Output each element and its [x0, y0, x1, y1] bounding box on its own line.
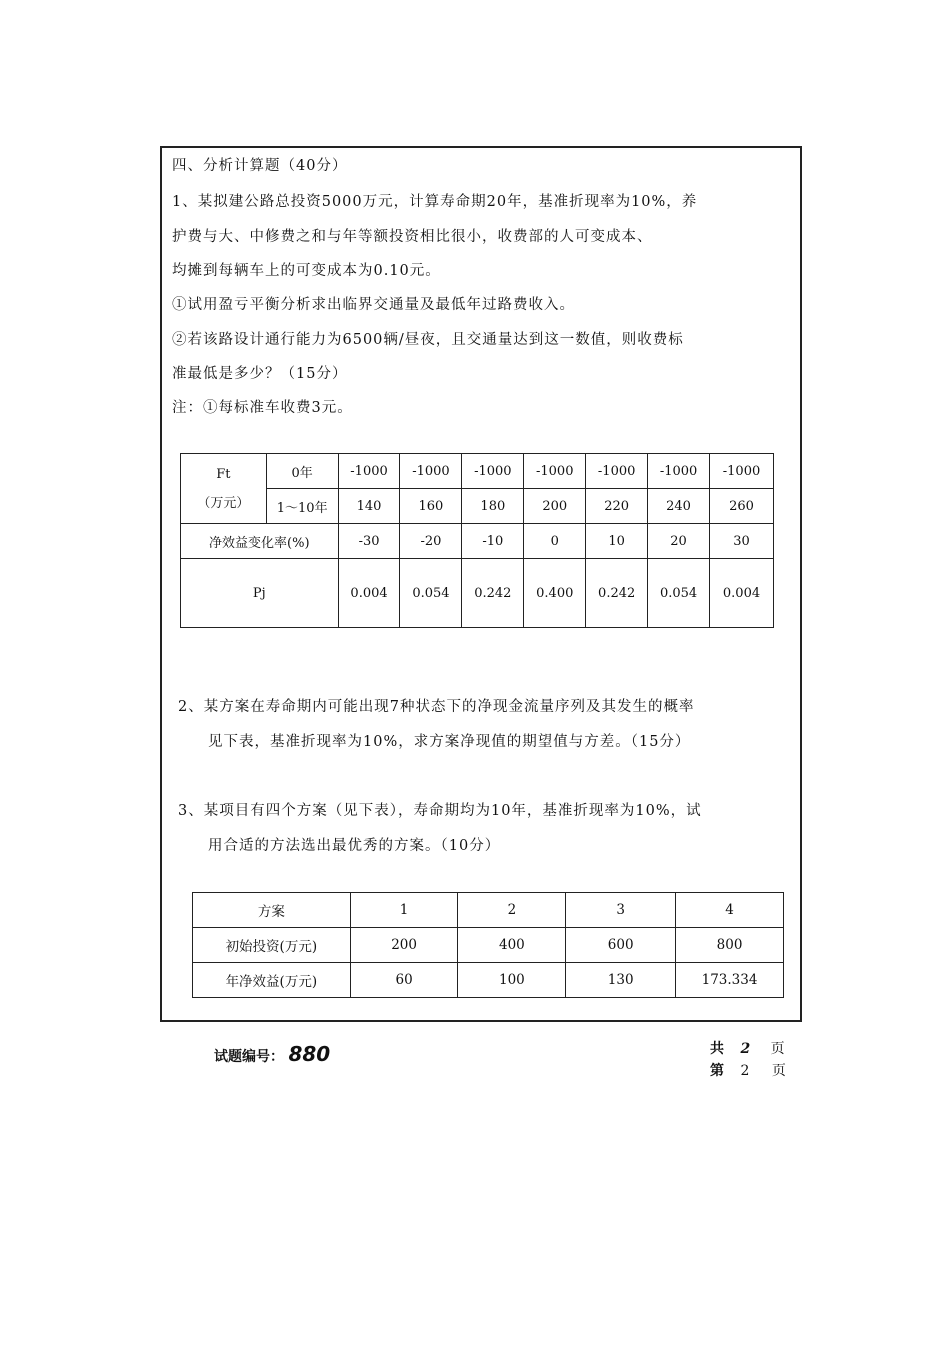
table-cell: 140: [338, 489, 400, 524]
table-cell: -1000: [338, 454, 400, 489]
table-row: [193, 893, 784, 928]
table-cell: 160: [400, 489, 462, 524]
exam-code-label: 试题编号：: [214, 1049, 284, 1065]
table-cell: 20: [648, 524, 710, 559]
page-total-unit: 页: [770, 1041, 785, 1057]
table-cell: 1: [350, 893, 458, 928]
table-cell: 600: [566, 928, 676, 963]
row0-label: 0年: [266, 454, 338, 489]
table-row: [193, 963, 784, 998]
table-cell: -10: [462, 524, 524, 559]
table-cell: 200: [350, 928, 458, 963]
page-total-value: 2: [740, 1041, 751, 1057]
table-row: [181, 559, 774, 628]
page-number-unit: 页: [771, 1063, 786, 1079]
rate-label: 净效益变化率(%): [181, 524, 339, 559]
table-row: [193, 928, 784, 963]
q3-line-2: 用合适的方法选出最优秀的方案。（10分）: [208, 838, 501, 854]
table-cell: 0: [524, 524, 586, 559]
q1-note: 注：①每标准车收费3元。: [172, 400, 353, 416]
table-cell: -1000: [648, 454, 710, 489]
ft-unit: （万元）: [197, 495, 250, 511]
table-cell: 240: [648, 489, 710, 524]
table-cell: 180: [462, 489, 524, 524]
page-number-value: 2: [740, 1063, 750, 1079]
page-number: [710, 1060, 786, 1080]
table-cell: 800: [676, 928, 784, 963]
table-cell: 3: [566, 893, 676, 928]
table-row: [181, 454, 774, 489]
table-cell: 173.334: [676, 963, 784, 998]
q2-line-1: 2、某方案在寿命期内可能出现7种状态下的净现金流量序列及其发生的概率: [178, 699, 695, 715]
q1-line-2: 护费与大、中修费之和与年等额投资相比很小，收费部的人可变成本、: [172, 229, 653, 245]
table-cell: 0.054: [400, 559, 462, 628]
table-cell: 0.242: [586, 559, 648, 628]
q2-line-2: 见下表，基准折现率为10%，求方案净现值的期望值与方差。（15分）: [208, 734, 691, 750]
table-cell: 10: [586, 524, 648, 559]
table-cell: 260: [710, 489, 774, 524]
table-cell: 60: [350, 963, 458, 998]
table-cell: -1000: [400, 454, 462, 489]
exam-code-value: 880: [288, 1042, 331, 1066]
benefit-label: 年净效益(万元): [193, 963, 351, 998]
table-cell: 220: [586, 489, 648, 524]
page-number-label: 第: [710, 1063, 724, 1079]
plans-table: [192, 892, 784, 998]
q1-line-6: 准最低是多少？（15分）: [172, 366, 348, 382]
invest-label: 初始投资(万元): [193, 928, 351, 963]
table-cell: 0.004: [338, 559, 400, 628]
table-cell: -1000: [710, 454, 774, 489]
table-cell: -1000: [462, 454, 524, 489]
table-cell: -20: [400, 524, 462, 559]
q1-line-1: 1、某拟建公路总投资5000万元，计算寿命期20年，基准折现率为10%，养: [172, 194, 698, 210]
q3-line-1: 3、某项目有四个方案（见下表），寿命期均为10年，基准折现率为10%，试: [178, 803, 702, 819]
q1-line-3: 均摊到每辆车上的可变成本为0.10元。: [172, 263, 441, 279]
table-cell: 0.054: [648, 559, 710, 628]
table-cell: -30: [338, 524, 400, 559]
page-total: [710, 1038, 785, 1058]
page-total-label: 共: [710, 1041, 724, 1057]
plan-header-label: 方案: [193, 893, 351, 928]
q1-line-4: ①试用盈亏平衡分析求出临界交通量及最低年过路费收入。: [172, 297, 575, 313]
table-cell: 0.004: [710, 559, 774, 628]
q1-line-5: ②若该路设计通行能力为6500辆/昼夜，且交通量达到这一数值，则收费标: [172, 332, 684, 348]
table-cell: 400: [458, 928, 566, 963]
ft-label: Ft: [216, 466, 231, 482]
row1-label: 1～10年: [266, 489, 338, 524]
table-cell: 30: [710, 524, 774, 559]
table-cell: -1000: [524, 454, 586, 489]
table-cell: 200: [524, 489, 586, 524]
table-cell: 2: [458, 893, 566, 928]
ft-label-cell: [181, 454, 267, 524]
table-row: [181, 524, 774, 559]
table-cell: 130: [566, 963, 676, 998]
section-title: 四、分析计算题（40分）: [172, 158, 348, 174]
cashflow-table: [180, 453, 774, 628]
exam-code: [214, 1042, 330, 1066]
table-cell: -1000: [586, 454, 648, 489]
table-row: [181, 489, 774, 524]
p-label: Pj: [181, 559, 339, 628]
table-cell: 4: [676, 893, 784, 928]
table-cell: 100: [458, 963, 566, 998]
table-cell: 0.242: [462, 559, 524, 628]
table-cell: 0.400: [524, 559, 586, 628]
